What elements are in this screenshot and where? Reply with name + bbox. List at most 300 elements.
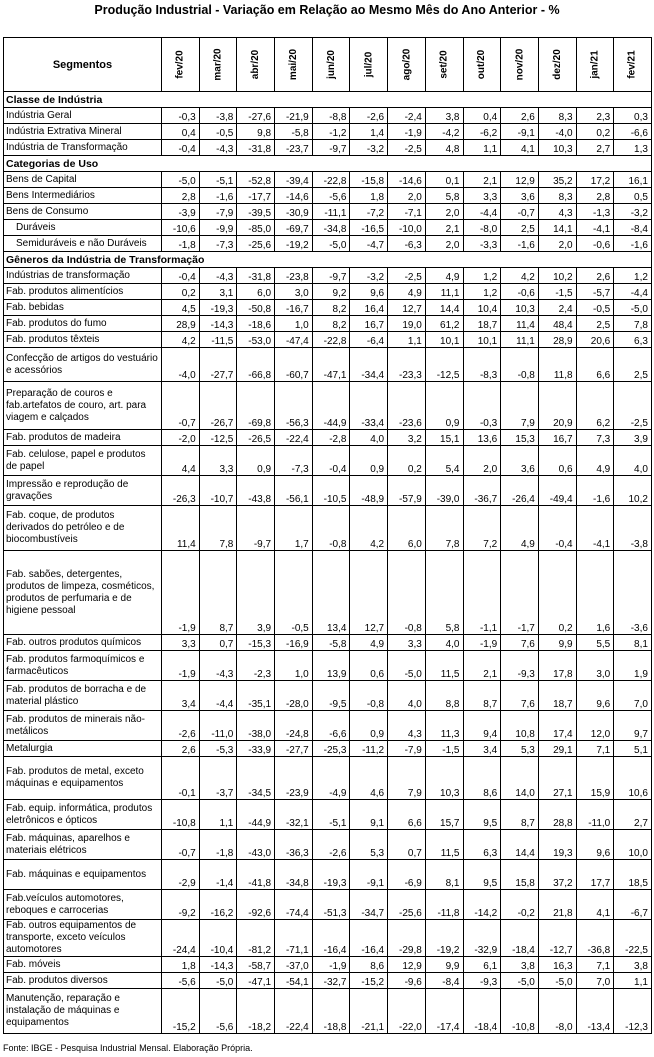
value-cell: -15,2: [350, 973, 388, 989]
value-cell: 16,1: [614, 172, 652, 188]
month-header: [538, 38, 576, 92]
value-cell: 16,4: [350, 300, 388, 316]
value-cell: 1,7: [275, 506, 313, 551]
value-cell: 8,7: [199, 551, 237, 635]
value-cell: 11,4: [501, 316, 539, 332]
value-cell: -57,9: [388, 476, 426, 506]
value-cell: 7,0: [576, 973, 614, 989]
value-cell: -0,3: [463, 382, 501, 430]
table-row: [4, 973, 652, 989]
segment-label: Fab. bebidas: [4, 300, 162, 316]
value-cell: -16,2: [199, 890, 237, 920]
section-row: [4, 156, 652, 172]
month-header: [237, 38, 275, 92]
value-cell: -47,1: [237, 973, 275, 989]
value-cell: 2,1: [463, 172, 501, 188]
table-row: [4, 446, 652, 476]
value-cell: -69,7: [275, 220, 313, 236]
value-cell: -3,9: [162, 204, 200, 220]
table-row: [4, 108, 652, 124]
value-cell: -51,3: [312, 890, 350, 920]
month-header-label: mai/20: [287, 48, 299, 81]
value-cell: -34,7: [350, 890, 388, 920]
value-cell: 1,6: [576, 551, 614, 635]
value-cell: -6,9: [388, 860, 426, 890]
value-cell: 3,4: [463, 741, 501, 757]
value-cell: -3,2: [614, 204, 652, 220]
value-cell: 8,2: [312, 316, 350, 332]
value-cell: -15,8: [350, 172, 388, 188]
value-cell: 3,9: [614, 430, 652, 446]
value-cell: 2,6: [162, 741, 200, 757]
value-cell: -39,5: [237, 204, 275, 220]
value-cell: -5,1: [199, 172, 237, 188]
value-cell: -38,0: [237, 711, 275, 741]
value-cell: 0,2: [576, 124, 614, 140]
value-cell: -4,4: [199, 681, 237, 711]
source-note: Fonte: IBGE - Pesquisa Industrial Mensal. Elaboração Própria.: [3, 1043, 253, 1053]
value-cell: -10,5: [312, 476, 350, 506]
value-cell: -10,4: [199, 920, 237, 957]
segment-label: Fab.veículos automotores, reboques e carrocerias: [4, 890, 162, 920]
data-table: [3, 37, 652, 1034]
value-cell: 7,8: [199, 506, 237, 551]
value-cell: 13,9: [312, 651, 350, 681]
value-cell: 4,0: [614, 446, 652, 476]
value-cell: -1,9: [463, 635, 501, 651]
segment-label: Indústria de Transformação: [4, 140, 162, 156]
value-cell: 4,9: [576, 446, 614, 476]
value-cell: 0,6: [538, 446, 576, 476]
value-cell: -14,6: [388, 172, 426, 188]
value-cell: 27,1: [538, 757, 576, 800]
value-cell: -9,7: [312, 268, 350, 284]
value-cell: -3,2: [350, 268, 388, 284]
value-cell: -3,2: [350, 140, 388, 156]
value-cell: -18,6: [237, 316, 275, 332]
value-cell: -23,3: [388, 348, 426, 382]
table-row: [4, 741, 652, 757]
value-cell: -0,8: [501, 348, 539, 382]
value-cell: -11,1: [312, 204, 350, 220]
value-cell: -15,2: [162, 989, 200, 1034]
value-cell: 6,2: [576, 382, 614, 430]
value-cell: -53,0: [237, 332, 275, 348]
value-cell: 7,8: [425, 506, 463, 551]
value-cell: 3,8: [501, 957, 539, 973]
value-cell: -2,6: [350, 108, 388, 124]
value-cell: -6,2: [463, 124, 501, 140]
value-cell: 18,5: [614, 860, 652, 890]
value-cell: -2,0: [162, 430, 200, 446]
value-cell: 4,0: [388, 681, 426, 711]
value-cell: 4,8: [425, 140, 463, 156]
value-cell: -5,6: [199, 989, 237, 1034]
value-cell: -4,9: [312, 757, 350, 800]
value-cell: -12,3: [614, 989, 652, 1034]
value-cell: 10,1: [425, 332, 463, 348]
value-cell: -29,8: [388, 920, 426, 957]
value-cell: 2,1: [425, 220, 463, 236]
value-cell: -9,3: [463, 973, 501, 989]
value-cell: -21,1: [350, 989, 388, 1034]
value-cell: 8,2: [312, 300, 350, 316]
value-cell: -4,3: [199, 268, 237, 284]
segment-label: Fab. produtos alimentícios: [4, 284, 162, 300]
segment-label: Fab. outros equipamentos de transporte, exceto veículos automotores: [4, 920, 162, 957]
value-cell: 2,6: [576, 268, 614, 284]
value-cell: 4,2: [501, 268, 539, 284]
month-header: [425, 38, 463, 92]
value-cell: 0,9: [237, 446, 275, 476]
table-row: [4, 316, 652, 332]
value-cell: -27,7: [199, 348, 237, 382]
value-cell: -54,1: [275, 973, 313, 989]
value-cell: 12,9: [388, 957, 426, 973]
value-cell: 16,7: [350, 316, 388, 332]
value-cell: 3,4: [162, 681, 200, 711]
value-cell: 12,0: [576, 711, 614, 741]
month-header-label: jun/20: [325, 50, 337, 79]
month-header: [199, 38, 237, 92]
segment-label: Fab. celulose, papel e produtos de papel: [4, 446, 162, 476]
value-cell: 0,6: [350, 651, 388, 681]
value-cell: 2,8: [576, 188, 614, 204]
value-cell: -22,8: [312, 172, 350, 188]
value-cell: -1,6: [576, 476, 614, 506]
value-cell: -2,9: [162, 860, 200, 890]
value-cell: -24,4: [162, 920, 200, 957]
value-cell: -4,3: [199, 651, 237, 681]
value-cell: -56,3: [275, 382, 313, 430]
value-cell: -1,9: [388, 124, 426, 140]
value-cell: -8,8: [312, 108, 350, 124]
value-cell: -4,4: [614, 284, 652, 300]
value-cell: -10,0: [388, 220, 426, 236]
section-label: Classe de Indústria: [4, 92, 652, 108]
value-cell: 4,3: [388, 711, 426, 741]
value-cell: 7,3: [576, 430, 614, 446]
value-cell: -0,6: [501, 284, 539, 300]
value-cell: -4,3: [199, 140, 237, 156]
value-cell: -3,8: [199, 108, 237, 124]
value-cell: 9,6: [350, 284, 388, 300]
value-cell: -1,9: [162, 651, 200, 681]
value-cell: 4,3: [538, 204, 576, 220]
value-cell: 7,1: [576, 741, 614, 757]
value-cell: 17,2: [576, 172, 614, 188]
value-cell: -5,3: [199, 741, 237, 757]
value-cell: -30,9: [275, 204, 313, 220]
segment-label: Indústrias de transformação: [4, 268, 162, 284]
value-cell: -9,2: [162, 890, 200, 920]
value-cell: 9,6: [576, 681, 614, 711]
value-cell: -3,6: [614, 551, 652, 635]
value-cell: -1,6: [199, 188, 237, 204]
segment-label: Fab. produtos de metal, exceto máquinas e equipamentos: [4, 757, 162, 800]
segment-label: Indústria Geral: [4, 108, 162, 124]
value-cell: -11,5: [199, 332, 237, 348]
value-cell: 2,0: [425, 204, 463, 220]
segment-label: Bens de Capital: [4, 172, 162, 188]
value-cell: 2,4: [538, 300, 576, 316]
section-row: [4, 252, 652, 268]
value-cell: 10,4: [463, 300, 501, 316]
table-row: [4, 920, 652, 957]
value-cell: -8,0: [463, 220, 501, 236]
value-cell: 3,8: [614, 957, 652, 973]
value-cell: -17,7: [237, 188, 275, 204]
value-cell: -85,0: [237, 220, 275, 236]
value-cell: 1,1: [463, 140, 501, 156]
segment-label: Impressão e reprodução de gravações: [4, 476, 162, 506]
value-cell: 15,7: [425, 800, 463, 830]
value-cell: -11,2: [350, 741, 388, 757]
value-cell: -1,5: [425, 741, 463, 757]
value-cell: 6,3: [463, 830, 501, 860]
value-cell: -11,0: [576, 800, 614, 830]
value-cell: -4,1: [576, 220, 614, 236]
table-row: [4, 382, 652, 430]
value-cell: 17,8: [538, 651, 576, 681]
segment-label: Semiduráveis e não Duráveis: [4, 236, 162, 252]
section-label: Gêneros da Indústria de Transformação: [4, 252, 652, 268]
month-header: [614, 38, 652, 92]
value-cell: -7,3: [199, 236, 237, 252]
value-cell: 12,7: [388, 300, 426, 316]
section-label: Categorias de Uso: [4, 156, 652, 172]
value-cell: 18,7: [463, 316, 501, 332]
value-cell: -33,9: [237, 741, 275, 757]
segment-label: Fab. produtos têxteis: [4, 332, 162, 348]
value-cell: -14,6: [275, 188, 313, 204]
value-cell: -2,3: [237, 651, 275, 681]
segment-label: Fab. produtos de borracha e de material plástico: [4, 681, 162, 711]
month-header-label: jan/21: [589, 50, 601, 79]
value-cell: -18,4: [501, 920, 539, 957]
value-cell: 0,4: [162, 124, 200, 140]
value-cell: 5,5: [576, 635, 614, 651]
value-cell: -9,3: [501, 651, 539, 681]
segment-label: Fab. coque, de produtos derivados do petróleo e de biocombustíveis: [4, 506, 162, 551]
value-cell: 18,7: [538, 681, 576, 711]
value-cell: 37,2: [538, 860, 576, 890]
value-cell: 8,1: [425, 860, 463, 890]
value-cell: 5,8: [425, 188, 463, 204]
value-cell: -3,3: [463, 236, 501, 252]
value-cell: -0,2: [501, 890, 539, 920]
value-cell: -0,7: [162, 830, 200, 860]
value-cell: -9,1: [501, 124, 539, 140]
table-row: [4, 268, 652, 284]
table-body: [4, 92, 652, 1034]
value-cell: -5,0: [501, 973, 539, 989]
month-header-label: jul/20: [363, 51, 375, 78]
value-cell: -0,8: [312, 506, 350, 551]
table-row: [4, 860, 652, 890]
value-cell: 16,7: [538, 430, 576, 446]
value-cell: -0,7: [162, 382, 200, 430]
value-cell: 0,1: [425, 172, 463, 188]
value-cell: -1,9: [162, 551, 200, 635]
value-cell: -34,8: [275, 860, 313, 890]
value-cell: -19,3: [199, 300, 237, 316]
value-cell: 16,3: [538, 957, 576, 973]
value-cell: 5,3: [501, 741, 539, 757]
value-cell: 14,4: [425, 300, 463, 316]
table-row: [4, 890, 652, 920]
value-cell: 0,9: [350, 446, 388, 476]
value-cell: -69,8: [237, 382, 275, 430]
value-cell: -39,0: [425, 476, 463, 506]
value-cell: -31,8: [237, 140, 275, 156]
value-cell: -9,1: [350, 860, 388, 890]
value-cell: -16,5: [350, 220, 388, 236]
value-cell: 20,9: [538, 382, 576, 430]
value-cell: -18,4: [463, 989, 501, 1034]
value-cell: -16,4: [350, 920, 388, 957]
month-header: [312, 38, 350, 92]
segment-label: Fab. móveis: [4, 957, 162, 973]
value-cell: 0,7: [199, 635, 237, 651]
value-cell: 9,8: [237, 124, 275, 140]
value-cell: 3,9: [237, 551, 275, 635]
value-cell: 11,1: [501, 332, 539, 348]
value-cell: 2,6: [501, 108, 539, 124]
value-cell: -7,2: [350, 204, 388, 220]
value-cell: -16,9: [275, 635, 313, 651]
month-header: [275, 38, 313, 92]
value-cell: 4,1: [576, 890, 614, 920]
value-cell: 1,1: [199, 800, 237, 830]
value-cell: -23,7: [275, 140, 313, 156]
value-cell: -39,4: [275, 172, 313, 188]
value-cell: -7,9: [388, 741, 426, 757]
value-cell: -26,7: [199, 382, 237, 430]
value-cell: -0,4: [162, 268, 200, 284]
month-header-label: abr/20: [250, 49, 262, 80]
segment-label: Preparação de couros e fab.artefatos de couro, art. para viagem e calçados: [4, 382, 162, 430]
value-cell: 10,3: [501, 300, 539, 316]
table-row: [4, 506, 652, 551]
value-cell: -19,3: [312, 860, 350, 890]
month-header-label: set/20: [438, 50, 450, 79]
value-cell: -49,4: [538, 476, 576, 506]
value-cell: 2,5: [576, 316, 614, 332]
value-cell: 7,6: [501, 635, 539, 651]
value-cell: -2,5: [614, 382, 652, 430]
value-cell: 0,3: [614, 108, 652, 124]
value-cell: -12,5: [425, 348, 463, 382]
value-cell: 10,6: [614, 757, 652, 800]
value-cell: 9,2: [312, 284, 350, 300]
value-cell: -0,6: [576, 236, 614, 252]
value-cell: 8,7: [463, 681, 501, 711]
value-cell: -14,3: [199, 957, 237, 973]
month-header-label: dez/20: [551, 49, 563, 80]
value-cell: -5,0: [388, 651, 426, 681]
value-cell: -2,8: [312, 430, 350, 446]
value-cell: 2,7: [614, 800, 652, 830]
value-cell: -5,0: [538, 973, 576, 989]
value-cell: -32,1: [275, 800, 313, 830]
value-cell: -0,8: [350, 681, 388, 711]
value-cell: 4,9: [388, 284, 426, 300]
value-cell: -0,4: [538, 506, 576, 551]
table-row: [4, 140, 652, 156]
value-cell: -10,6: [162, 220, 200, 236]
value-cell: -22,5: [614, 920, 652, 957]
value-cell: 11,3: [425, 711, 463, 741]
table-row: [4, 172, 652, 188]
value-cell: 13,6: [463, 430, 501, 446]
value-cell: 20,6: [576, 332, 614, 348]
value-cell: 13,4: [312, 551, 350, 635]
value-cell: -1,3: [576, 204, 614, 220]
value-cell: 1,1: [388, 332, 426, 348]
value-cell: 6,6: [388, 800, 426, 830]
value-cell: 0,2: [162, 284, 200, 300]
value-cell: 7,1: [576, 957, 614, 973]
segment-label: Fab. produtos de madeira: [4, 430, 162, 446]
value-cell: 1,8: [350, 188, 388, 204]
value-cell: -6,3: [388, 236, 426, 252]
value-cell: 3,3: [388, 635, 426, 651]
value-cell: 14,1: [538, 220, 576, 236]
table-row: [4, 348, 652, 382]
value-cell: 2,0: [388, 188, 426, 204]
value-cell: 7,2: [463, 506, 501, 551]
value-cell: -1,9: [312, 957, 350, 973]
value-cell: -4,4: [463, 204, 501, 220]
value-cell: -0,4: [162, 140, 200, 156]
value-cell: 11,1: [425, 284, 463, 300]
value-cell: 28,8: [538, 800, 576, 830]
value-cell: -26,3: [162, 476, 200, 506]
month-header: [463, 38, 501, 92]
value-cell: -52,8: [237, 172, 275, 188]
value-cell: 8,6: [463, 757, 501, 800]
value-cell: -16,4: [312, 920, 350, 957]
value-cell: 7,9: [388, 757, 426, 800]
value-cell: -10,8: [501, 989, 539, 1034]
month-header-label: fev/20: [174, 50, 186, 79]
value-cell: -1,8: [162, 236, 200, 252]
value-cell: 1,9: [614, 651, 652, 681]
value-cell: 61,2: [425, 316, 463, 332]
value-cell: -0,4: [312, 446, 350, 476]
value-cell: -31,8: [237, 268, 275, 284]
table-title: Produção Industrial - Variação em Relação ao Mesmo Mês do Ano Anterior - %: [94, 3, 560, 17]
month-header-label: ago/20: [400, 48, 412, 81]
value-cell: 9,7: [614, 711, 652, 741]
table-row: [4, 635, 652, 651]
value-cell: -47,1: [312, 348, 350, 382]
value-cell: 10,3: [425, 757, 463, 800]
value-cell: -18,2: [237, 989, 275, 1034]
value-cell: 12,7: [350, 551, 388, 635]
value-cell: -36,3: [275, 830, 313, 860]
value-cell: 3,6: [501, 188, 539, 204]
value-cell: 0,2: [538, 551, 576, 635]
value-cell: 14,4: [501, 830, 539, 860]
value-cell: 10,2: [538, 268, 576, 284]
value-cell: 4,1: [501, 140, 539, 156]
segment-label: Fab. máquinas, aparelhos e materiais elétricos: [4, 830, 162, 860]
segments-header: Segmentos: [4, 38, 162, 92]
section-row: [4, 92, 652, 108]
value-cell: -36,7: [463, 476, 501, 506]
